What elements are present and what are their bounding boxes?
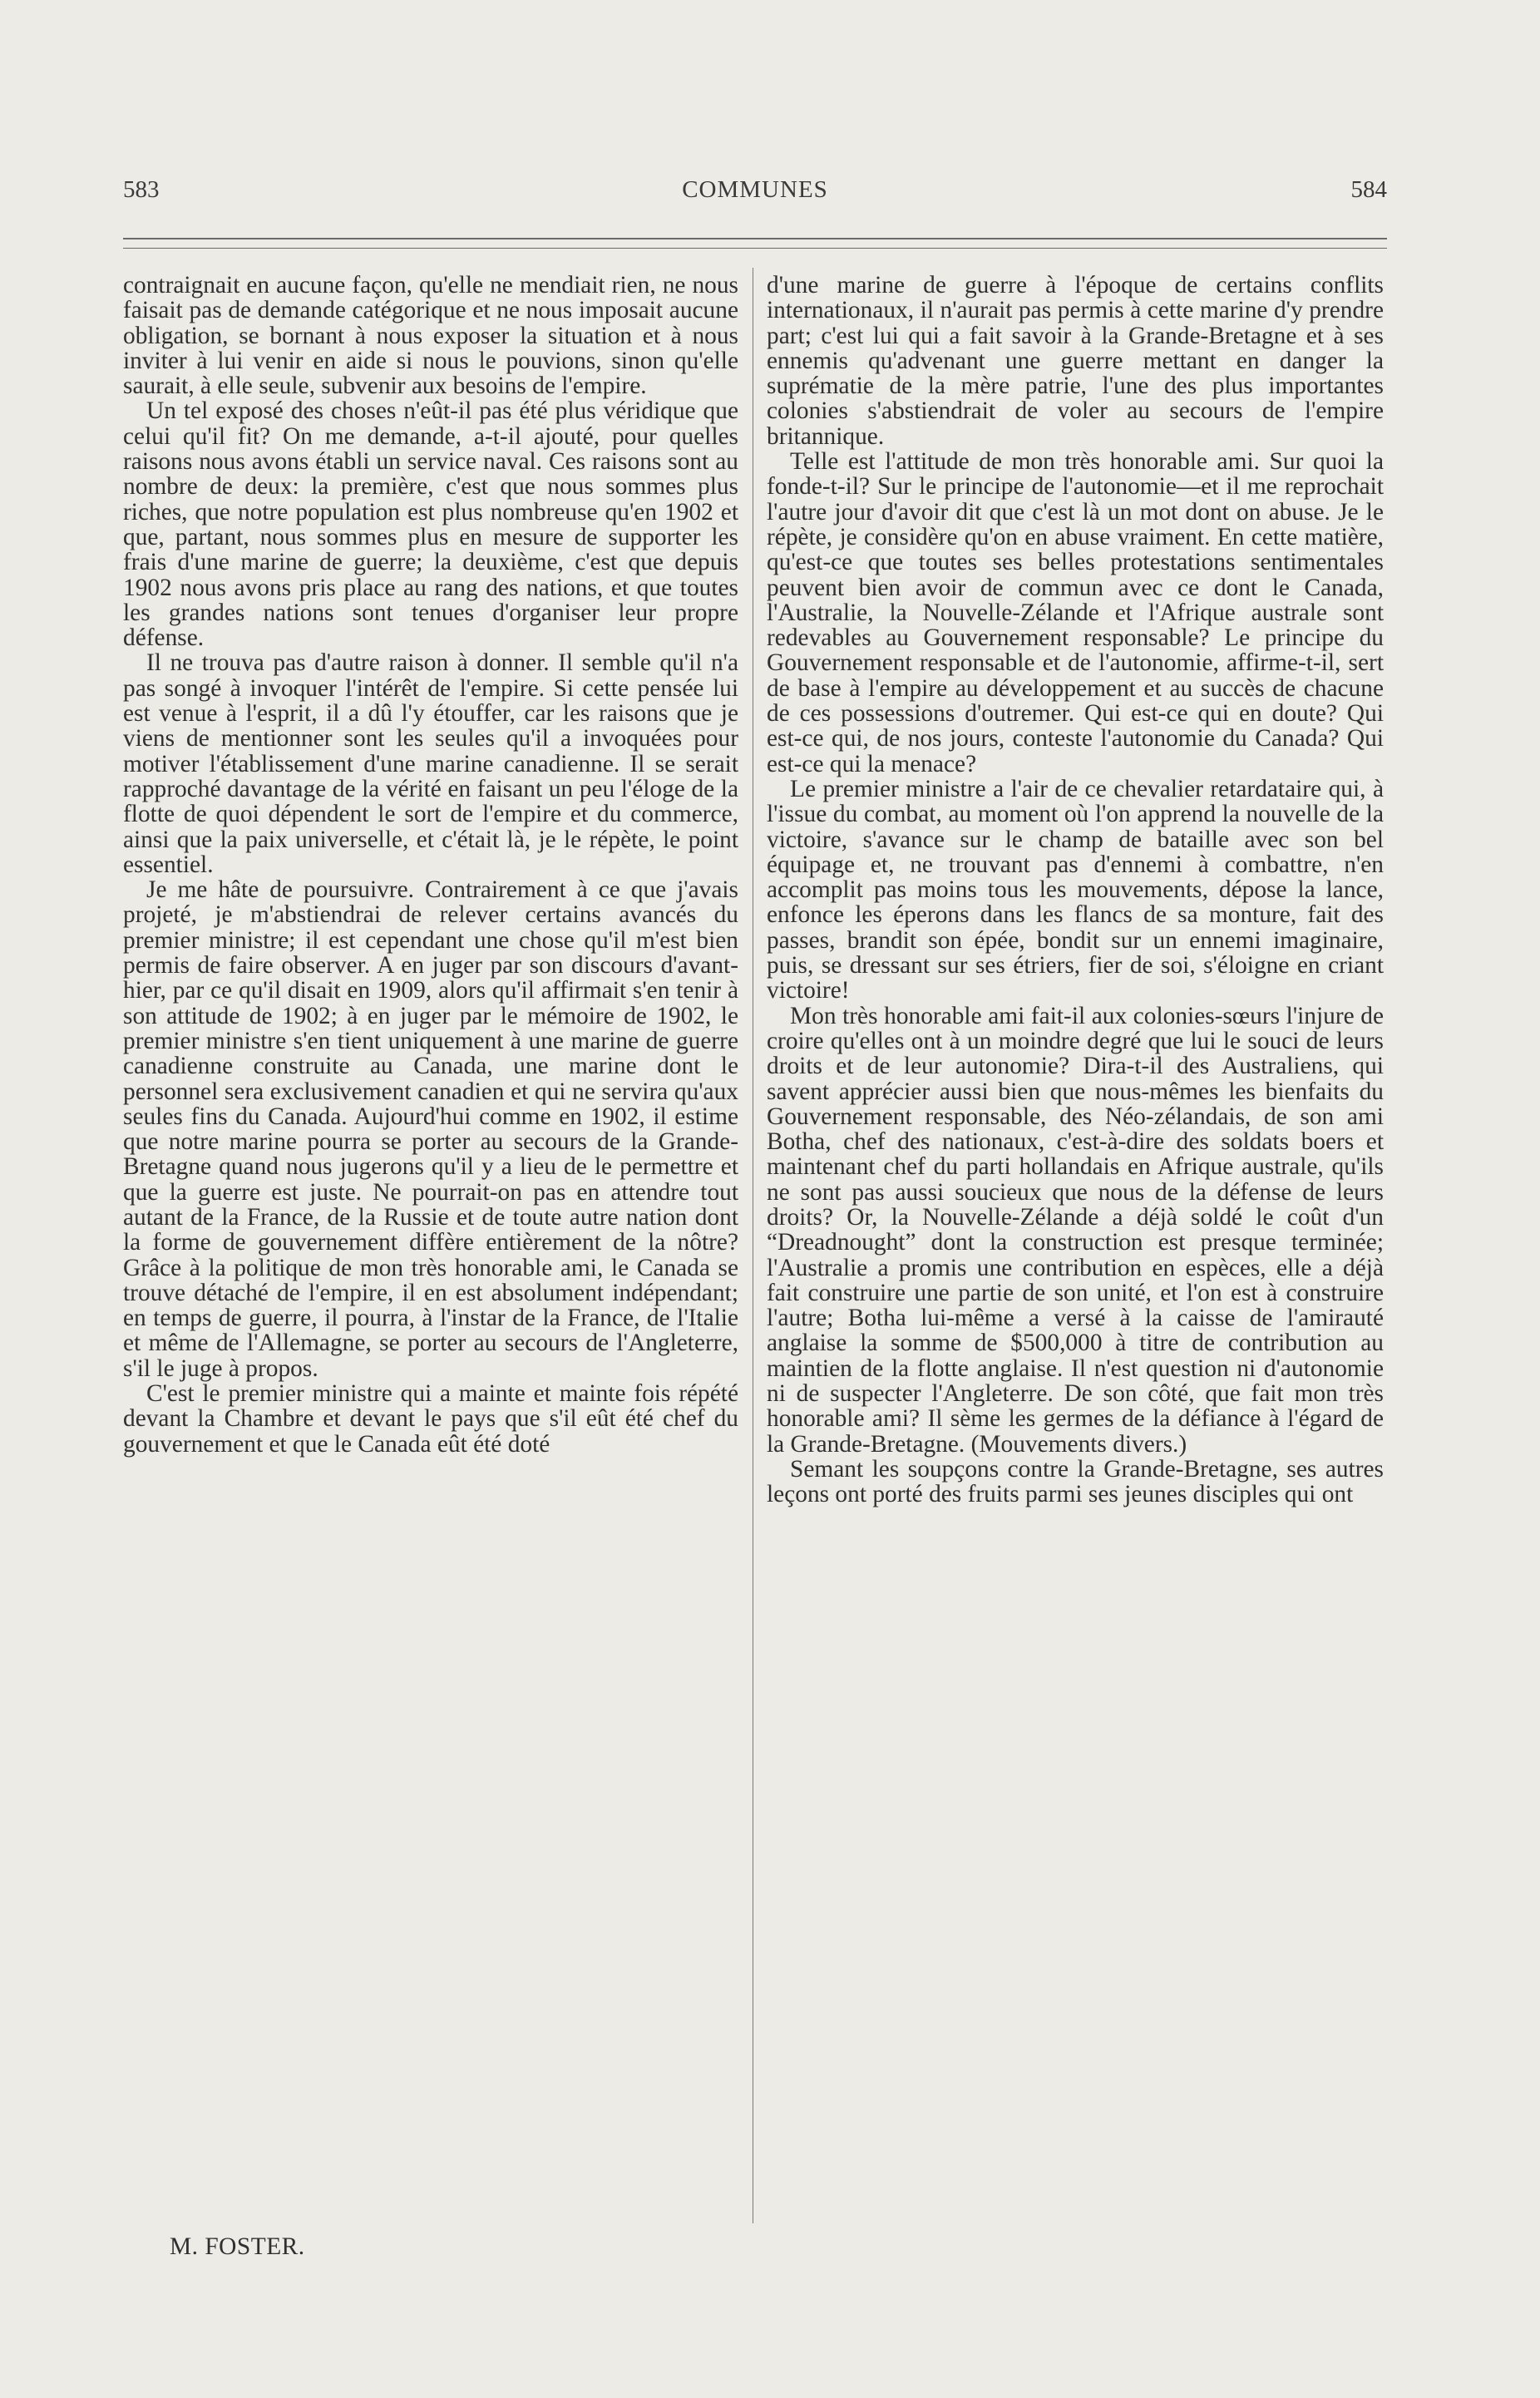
paragraph: Semant les soupçons contre la Grande-Bretagne, ses autres leçons ont porté des fruits parmi ses jeunes disciples qui ont xyxy=(767,1455,1384,1508)
paragraph: Un tel exposé des choses n'eût-il pas été plus véridique que celui qu'il fit? On me demande, a-t-il ajouté, pour quelles raisons nous avons établi un service naval. Ces raisons sont au nombre de deux: la première, c'est que nous sommes plus riches, que notre population est plus nombreuse qu'en 1902 et que, partant, nous sommes plus en mesure de supporter les frais d'une marine de guerre; la deuxième, c'est que depuis 1902 nous avons pris place au rang des nations, et que toutes les grandes nations sont tenues d'organiser leur propre défense. xyxy=(123,397,738,652)
right-column xyxy=(767,273,1384,1507)
paragraph: C'est le premier ministre qui a mainte et mainte fois répété devant la Chambre et devant le pays que s'il eût été chef du gouvernement et que le Canada eût été doté xyxy=(123,1380,738,1458)
page-header xyxy=(123,176,1387,218)
header-rule-bottom xyxy=(123,248,1387,249)
speaker-label: M. FOSTER. xyxy=(170,2233,305,2260)
paragraph: contraignait en aucune façon, qu'elle ne mendiait rien, ne nous faisait pas de demande catégorique et ne nous imposait aucune obligation, se bornant à nous exposer la situation et à nous inviter à lui venir en aide si nous le pouvions, sinon qu'elle saurait, à elle seule, subvenir aux besoins de l'empire. xyxy=(123,272,738,400)
paragraph: Le premier ministre a l'air de ce chevalier retardataire qui, à l'issue du combat, au moment où l'on apprend la nouvelle de la victoire, s'avance sur le champ de bataille avec son bel équipage et, ne trouvant pas d'ennemi à combattre, n'en accomplit pas moins tous les mouvements, dépose la lance, enfonce les éperons dans les flancs de sa monture, fait des passes, brandit son épée, bondit sur un ennemi imaginaire, puis, se dressant sur ses étriers, fier de soi, s'éloigne en criant victoire! xyxy=(767,775,1384,1004)
left-column xyxy=(123,273,738,1457)
running-title: COMMUNES xyxy=(682,176,828,203)
paragraph: Mon très honorable ami fait-il aux colonies-sœurs l'injure de croire qu'elles ont à un moindre degré que lui le souci de leurs droits et de leur autonomie? Dira-t-il des Australiens, qui savent apprécier aussi bien que nous-mêmes les bienfaits du Gouvernement responsable, des Néo-zélandais, de son ami Botha, chef des nationaux, c'est-à-dire des soldats boers et maintenant chef du parti hollandais en Afrique australe, qu'ils ne sont pas aussi soucieux que nous de la défense de leurs droits? Or, la Nouvelle-Zélande a déjà soldé le coût d'un “Dreadnought” dont la construction est presque terminée; l'Australie a promis une contribution en espèces, elle a déjà fait construire une partie de son unité, et l'on est à construire l'autre; Botha lui-même a versé à la caisse de l'amirauté anglaise la somme de $500,000 à titre de contribution au maintien de la flotte anglaise. Il n'est question ni d'autonomie ni de suspecter l'Angleterre. De son côté, que fait mon très honorable ami? Il sème les germes de la défiance à l'égard de la Grande-Bretagne. (Mouvements divers.) xyxy=(767,1002,1384,1458)
paragraph: Je me hâte de poursuivre. Contrairement à ce que j'avais projeté, je m'abstiendrai de relever certains avancés du premier ministre; il est cependant une chose qu'il m'est bien permis de faire observer. A en juger par son discours d'avant-hier, par ce qu'il disait en 1909, alors qu'il affirmait s'en tenir à son attitude de 1902; à en juger par le mémoire de 1902, le premier ministre s'en tient uniquement à une marine de guerre canadienne construite au Canada, une marine dont le personnel sera exclusivement canadien et qui ne servira qu'aux seules fins du Canada. Aujourd'hui comme en 1902, il estime que notre marine pourra se porter au secours de la Grande-Bretagne quand nous jugerons qu'il y a lieu de le permettre et que la guerre est juste. Ne pourrait-on pas en attendre tout autant de la France, de la Russie et de toute autre nation dont la forme de gouvernement diffère entièrement de la nôtre? Grâce à la politique de mon très honorable ami, le Canada se trouve détaché de l'empire, il en est absolument indépendant; en temps de guerre, il pourra, à l'instar de la France, de l'Italie et même de l'Allemagne, se porter au secours de l'Angleterre, s'il le juge à propos. xyxy=(123,876,738,1382)
paragraph: Telle est l'attitude de mon très honorable ami. Sur quoi la fonde-t-il? Sur le principe de l'autonomie—et il me reprochait l'autre jour d'avoir dit que c'est là un mot dont on abuse. Je le répète, je considère qu'on en abuse vraiment. En cette matière, qu'est-ce que toutes ses belles protestations sentimentales peuvent bien avoir de commun avec ce dont le Canada, l'Australie, la Nouvelle-Zélande et l'Afrique australe sont redevables au Gouvernement responsable? Le principe du Gouvernement responsable et de l'autonomie, affirme-t-il, sert de base à l'empire au développement et au succès de chacune de ces possessions d'outremer. Qui est-ce qui en doute? Qui est-ce qui, de nos jours, conteste l'autonomie du Canada? Qui est-ce qui la menace? xyxy=(767,448,1384,777)
page-number-right: 584 xyxy=(1350,176,1387,203)
page-number-left: 583 xyxy=(123,176,160,203)
header-rule-top xyxy=(123,238,1387,239)
paragraph: Il ne trouva pas d'autre raison à donner. Il semble qu'il n'a pas songé à invoquer l'intérêt de l'empire. Si cette pensée lui est venue à l'esprit, il a dû l'y étouffer, car les raisons que je viens de mentionner sont les seules qu'il a invoquées pour motiver l'établissement d'une marine canadienne. Il se serait rapproché davantage de la vérité en faisant un peu l'éloge de la flotte de quoi dépendent le sort de l'empire et du commerce, ainsi que la paix universelle, et c'était là, je le répète, le point essentiel. xyxy=(123,649,738,878)
paragraph: d'une marine de guerre à l'époque de certains conflits internationaux, il n'aurait pas permis à cette marine d'y prendre part; c'est lui qui a fait savoir à la Grande-Bretagne et à ses ennemis qu'advenant une guerre mettant en danger la suprématie de la mère patrie, l'une des plus importantes colonies s'abstiendrait de voler au secours de l'empire britannique. xyxy=(767,272,1384,450)
